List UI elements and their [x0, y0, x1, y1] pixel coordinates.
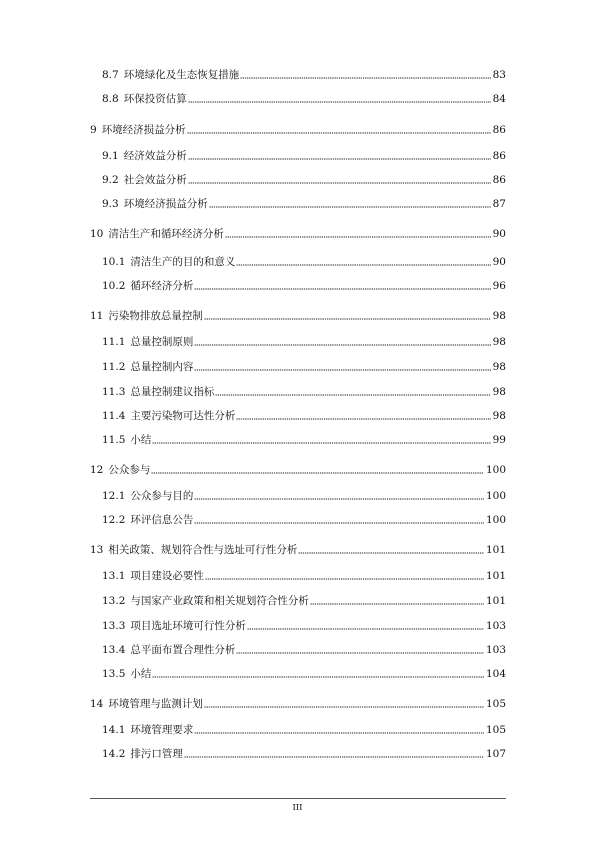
dot-leader: [236, 418, 490, 420]
toc-entry[interactable]: [102, 90, 506, 106]
footer-divider: [90, 798, 506, 799]
toc-entry[interactable]: [102, 253, 506, 269]
toc-entry-number: 13: [90, 544, 104, 556]
toc-entry-number: 11.2: [102, 361, 126, 373]
toc-entry-number: 13.5: [102, 668, 126, 680]
toc-entry-number: 9.1: [102, 150, 119, 162]
toc-entry[interactable]: [102, 745, 506, 761]
toc-entry-number: 14.2: [102, 748, 126, 760]
toc-entry-number: 11: [90, 310, 104, 322]
toc-entry-title: 总量控制原则: [130, 336, 194, 348]
toc-entry-title: 环境经济损益分析: [101, 124, 186, 136]
dot-leader: [236, 264, 490, 266]
toc-entry-title: 总量控制建议指标: [130, 386, 215, 398]
toc-entry-title: 环境绿化及生态恢复措施: [123, 69, 240, 81]
dot-leader: [188, 101, 491, 103]
toc-entry[interactable]: [102, 721, 506, 737]
toc-entry-title: 循环经济分析: [130, 280, 194, 292]
toc-entry[interactable]: [90, 541, 506, 557]
toc-entry[interactable]: [102, 407, 506, 423]
toc-entry[interactable]: [102, 66, 506, 82]
toc-entry-number: 14: [90, 698, 104, 710]
toc-entry-title: 清洁生产和循环经济分析: [108, 228, 224, 240]
toc-entry-title: 社会效益分析: [123, 174, 187, 186]
toc-entry[interactable]: [90, 121, 506, 137]
toc-entry-title: 污染物排放总量控制: [108, 310, 203, 322]
toc-entry-number: 14.1: [102, 724, 126, 736]
toc-entry-title: 主要污染物可达性分析: [130, 410, 236, 422]
toc-entry-number: 11.1: [102, 336, 126, 348]
toc-entry-page: 98: [492, 336, 506, 348]
toc-entry-page: 100: [485, 514, 506, 526]
toc-entry-title: 与国家产业政策和相关规划符合性分析: [130, 595, 309, 607]
toc-entry[interactable]: [90, 225, 506, 241]
dot-leader: [188, 182, 491, 184]
dot-leader: [194, 498, 484, 500]
dot-leader: [205, 578, 484, 580]
toc-entry-page: 101: [485, 544, 506, 556]
toc-entry-title: 环境经济损益分析: [123, 198, 208, 210]
toc-entry-page: 96: [492, 280, 506, 292]
toc-entry-page: 90: [492, 256, 506, 268]
toc-entry[interactable]: [102, 383, 506, 399]
toc-entry-page: 87: [492, 198, 506, 210]
dot-leader: [184, 756, 484, 758]
toc-entry-page: 101: [485, 570, 506, 582]
toc-entry-page: 105: [485, 698, 506, 710]
toc-entry-page: 103: [485, 620, 506, 632]
toc-entry-title: 小结: [130, 668, 152, 680]
toc-entry-page: 100: [485, 464, 506, 476]
toc-entry-title: 环境管理要求: [130, 724, 194, 736]
toc-entry-page: 105: [485, 724, 506, 736]
toc-entry-title: 经济效益分析: [123, 150, 187, 162]
dot-leader: [194, 732, 484, 734]
toc-entry-number: 13.4: [102, 644, 126, 656]
toc-entry[interactable]: [102, 195, 506, 211]
toc-entry-page: 84: [492, 93, 506, 105]
toc-entry-number: 9.2: [102, 174, 119, 186]
toc-entry-number: 12.2: [102, 514, 126, 526]
toc-entry-number: 11.3: [102, 386, 126, 398]
toc-entry[interactable]: [102, 567, 506, 583]
toc-entry-page: 98: [492, 310, 506, 322]
dot-leader: [152, 442, 490, 444]
dot-leader: [209, 206, 491, 208]
dot-leader: [204, 706, 484, 708]
toc-entry-title: 公众参与: [108, 464, 151, 476]
dot-leader: [194, 522, 484, 524]
toc-entry-number: 10.2: [102, 280, 126, 292]
toc-entry[interactable]: [102, 431, 506, 447]
toc-entry-title: 项目选址环境可行性分析: [130, 620, 246, 632]
toc-entry[interactable]: [102, 641, 506, 657]
toc-entry-title: 公众参与目的: [130, 490, 194, 502]
toc-entry-page: 90: [492, 228, 506, 240]
toc-entry-page: 83: [492, 69, 506, 81]
toc-entry[interactable]: [102, 147, 506, 163]
toc-entry-number: 9: [90, 124, 97, 136]
toc-entry[interactable]: [102, 171, 506, 187]
dot-leader: [188, 158, 491, 160]
toc-entry[interactable]: [102, 277, 506, 293]
toc-entry-number: 11.5: [102, 434, 126, 446]
toc-entry[interactable]: [102, 333, 506, 349]
toc-entry[interactable]: [102, 665, 506, 681]
dot-leader: [194, 288, 490, 290]
dot-leader: [187, 132, 491, 134]
toc-entry-number: 13.3: [102, 620, 126, 632]
dot-leader: [298, 552, 484, 554]
toc-entry[interactable]: [102, 358, 506, 374]
toc-entry[interactable]: [102, 487, 506, 503]
dot-leader: [204, 318, 491, 320]
toc-entry[interactable]: [102, 617, 506, 633]
dot-leader: [194, 344, 490, 346]
toc-entry-number: 12: [90, 464, 104, 476]
toc-entry-page: 103: [485, 644, 506, 656]
dot-leader: [240, 77, 490, 79]
toc-entry-title: 小结: [130, 434, 152, 446]
dot-leader: [194, 369, 490, 371]
dot-leader: [247, 628, 484, 630]
toc-entry-title: 项目建设必要性: [130, 570, 204, 582]
toc-entry[interactable]: [90, 461, 506, 477]
dot-leader: [310, 603, 484, 605]
toc-entry-page: 86: [492, 174, 506, 186]
toc-entry-page: 101: [485, 595, 506, 607]
toc-entry-number: 13.1: [102, 570, 126, 582]
toc-entry-page: 99: [492, 434, 506, 446]
toc-entry-page: 100: [485, 490, 506, 502]
toc-entry-page: 98: [492, 361, 506, 373]
toc-entry-number: 13.2: [102, 595, 126, 607]
toc-entry-page: 86: [492, 124, 506, 136]
dot-leader: [215, 394, 490, 396]
dot-leader: [151, 472, 484, 474]
toc-entry[interactable]: [102, 592, 506, 608]
toc-entry-page: 86: [492, 150, 506, 162]
toc-entry-title: 清洁生产的目的和意义: [130, 256, 236, 268]
toc-entry-title: 总平面布置合理性分析: [130, 644, 236, 656]
toc-entry-title: 环境管理与监测计划: [108, 698, 203, 710]
toc-entry-title: 环评信息公告: [130, 514, 194, 526]
toc-entry-number: 8.8: [102, 93, 119, 105]
toc-entry-title: 相关政策、规划符合性与选址可行性分析: [108, 544, 298, 556]
toc-entry-page: 98: [492, 386, 506, 398]
toc-entry-page: 104: [485, 668, 506, 680]
toc-entry-title: 排污口管理: [130, 748, 183, 760]
toc-entry[interactable]: [90, 695, 506, 711]
toc-entry-number: 9.3: [102, 198, 119, 210]
page-number: III: [292, 803, 303, 813]
toc-entry[interactable]: [102, 511, 506, 527]
toc-entry-page: 107: [485, 748, 506, 760]
toc-entry-number: 10: [90, 228, 104, 240]
toc-entry-title: 总量控制内容: [130, 361, 194, 373]
toc-entry-number: 12.1: [102, 490, 126, 502]
toc-entry-title: 环保投资估算: [123, 93, 187, 105]
toc-entry[interactable]: [90, 307, 506, 323]
dot-leader: [152, 676, 484, 678]
toc-entry-number: 10.1: [102, 256, 126, 268]
dot-leader: [236, 652, 484, 654]
toc-entry-number: 8.7: [102, 69, 119, 81]
dot-leader: [225, 236, 491, 238]
toc-entry-page: 98: [492, 410, 506, 422]
toc-entry-number: 11.4: [102, 410, 126, 422]
